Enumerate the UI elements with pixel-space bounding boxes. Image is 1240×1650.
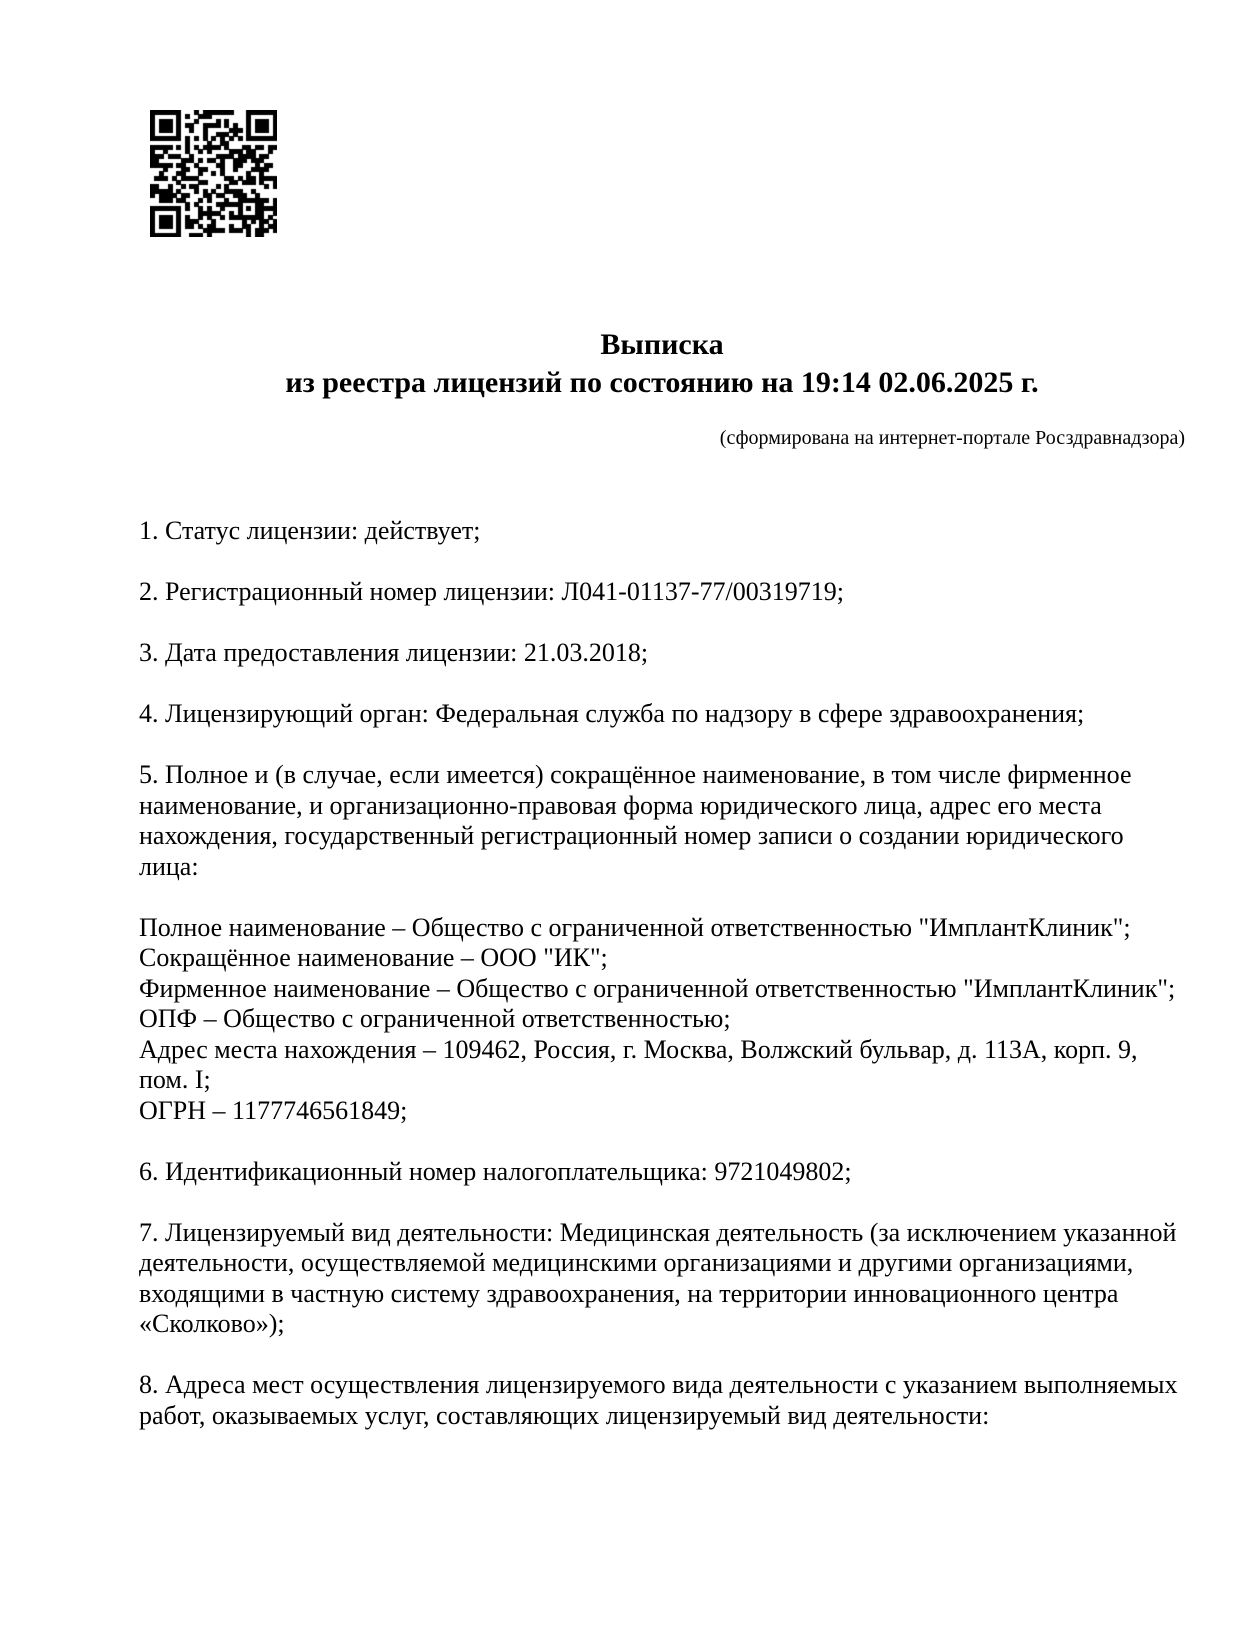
document-title-line2: из реестра лицензий по состоянию на 19:14 02.06.2025 г. — [285, 366, 1039, 399]
item-5-legal-entity-heading: 5. Полное и (в случае, если имеется) сокращённое наименование, в том числе фирменное наименование, и организационно-правовая форма юридического лица, адрес его места нахождения, государственный регистрационный номер записи о создании юридического лица: — [139, 760, 1132, 881]
company-short-name: Сокращённое наименование – ООО "ИК"; — [139, 943, 608, 972]
company-address: Адрес места нахождения – 109462, Россия, г. Москва, Волжский бульвар, д. 113А, корп. 9, пом. I; — [139, 1034, 1138, 1094]
company-brand-name: Фирменное наименование – Общество с ограниченной ответственностью "ИмплантКлиник"; — [139, 973, 1176, 1003]
qr-code-icon — [150, 110, 277, 237]
item-8-activity-addresses-heading: 8. Адреса мест осуществления лицензируемого вида деятельности с указанием выполняемых работ, оказываемых услуг, составляющих лицензируемый вид деятельности: — [139, 1370, 1178, 1430]
item-1-license-status: 1. Статус лицензии: действует; — [139, 516, 481, 545]
item-4-licensing-authority: 4. Лицензирующий орган: Федеральная служба по надзору в сфере здравоохранения; — [139, 699, 1085, 728]
document-title — [139, 326, 1185, 402]
company-full-name: Полное наименование – Общество с ограниченной ответственностью "ИмплантКлиник"; — [139, 912, 1131, 942]
document-subtitle: (сформирована на интернет-портале Росздравнадзора) — [719, 427, 1185, 449]
item-3-grant-date: 3. Дата предоставления лицензии: 21.03.2018; — [139, 638, 649, 667]
item-7-licensed-activity: 7. Лицензируемый вид деятельности: Медицинская деятельность (за исключением указанной деятельности, осуществляемой медицинскими организациями и другими организациями, входящими в частную систему здравоохранения, на территории инновационного центра «Сколково»); — [139, 1217, 1177, 1338]
document-body — [139, 516, 1185, 1462]
company-ogrn: ОГРН – 1177746561849; — [139, 1095, 408, 1125]
document-title-line1: Выписка — [600, 328, 724, 361]
item-6-taxpayer-number: 6. Идентификационный номер налогоплательщика: 9721049802; — [139, 1156, 852, 1186]
company-opf: ОПФ – Общество с ограниченной ответственностью; — [139, 1004, 731, 1033]
item-2-registration-number: 2. Регистрационный номер лицензии: Л041-01137-77/00319719; — [139, 577, 844, 606]
company-details-block — [139, 913, 1185, 1127]
